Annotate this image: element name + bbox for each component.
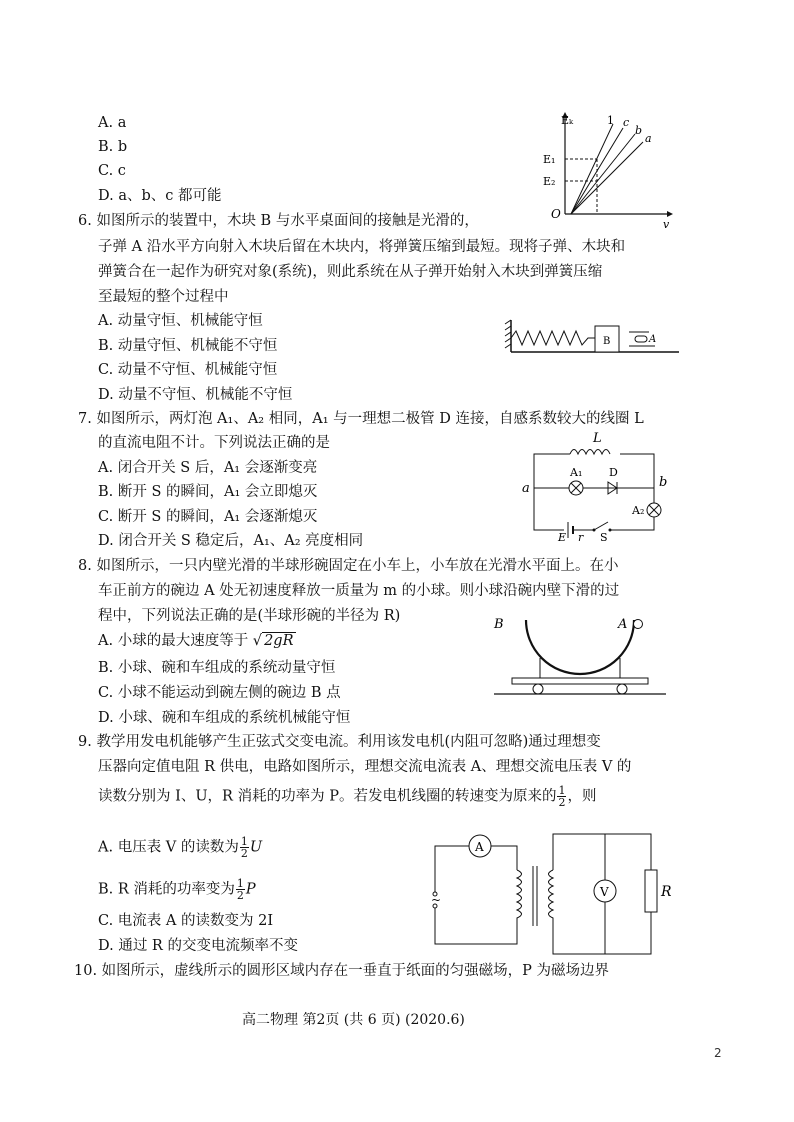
page-footer: 高二物理 第2页 (共 6 页) (2020.6) — [242, 1012, 465, 1028]
q8-option-c: C. 小球不能运动到碗左侧的碗边 B 点 — [98, 685, 341, 701]
e1-label: E₁ — [543, 153, 556, 166]
q8-stem-line-3: 程中，下列说法正确的是(半球形碗的半径为 R) — [98, 608, 401, 624]
switch-s-label: S — [600, 531, 608, 544]
line-1-label: 1 — [607, 114, 614, 127]
resistance-r-label: r — [578, 531, 584, 544]
ammeter-label: A — [475, 840, 484, 854]
q7-circuit-figure — [520, 430, 670, 542]
q9-option-c: C. 电流表 A 的读数变为 2I — [98, 913, 274, 929]
q8-option-a: A. 小球的最大速度等于 √ 2gR — [98, 633, 294, 649]
e2-label: E₂ — [543, 175, 556, 188]
q6-option-b: B. 动量守恒、机械能不守恒 — [98, 338, 278, 354]
q9-option-d: D. 通过 R 的交变电流频率不变 — [98, 938, 298, 954]
q6-stem-line-4: 至最短的整个过程中 — [98, 289, 229, 305]
q7-option-b: B. 断开 S 的瞬间，A₁ 会立即熄灭 — [98, 484, 318, 500]
bullet-a-label: A — [649, 334, 657, 345]
q8-stem-line-2: 车正前方的碗边 A 处无初速度释放一质量为 m 的小球。则小球沿碗内壁下滑的过 — [98, 583, 620, 599]
q5-option-d: D. a、b、c 都可能 — [98, 188, 222, 204]
q8-option-b: B. 小球、碗和车组成的系统动量守恒 — [98, 660, 336, 676]
lamp-a2-label: A₂ — [632, 504, 645, 517]
q8-stem-line-1: 8. 如图所示，一只内壁光滑的半球形碗固定在小车上，小车放在光滑水平面上。在小 — [78, 558, 619, 574]
q9-stem-line-3: 读数分别为 I、U，R 消耗的功率为 P。若发电机线圈的转速变为原来的 $\frac{1}{2}$ ，则 — [98, 784, 597, 809]
voltmeter-label: V — [600, 885, 609, 899]
q6-option-d: D. 动量不守恒、机械能不守恒 — [98, 387, 293, 403]
diode-d-label: D — [609, 466, 618, 479]
origin-label: O — [551, 207, 561, 221]
q6-option-a: A. 动量守恒、机械能守恒 — [98, 313, 263, 329]
q5-ek-v-graph — [535, 110, 675, 231]
ac-source-symbol: ~ — [431, 893, 442, 907]
q8-bowl-cart-figure — [490, 606, 670, 702]
q9-option-b: B. R 消耗的功率变为 $\frac{1}{2}$ P — [98, 877, 256, 902]
q6-option-c: C. 动量不守恒、机械能守恒 — [98, 362, 278, 378]
rim-b-label: B — [494, 617, 504, 632]
q6-spring-block-figure — [503, 316, 683, 360]
emf-e-label: E — [558, 531, 567, 544]
line-b-label: b — [635, 124, 643, 137]
block-b-label: B — [603, 336, 611, 347]
q9-option-a: A. 电压表 V 的读数为 $\frac{1}{2}$ U — [98, 835, 263, 860]
node-a-label: a — [522, 481, 530, 496]
q5-option-b: B. b — [98, 139, 128, 155]
node-b-label: b — [659, 475, 668, 490]
q6-stem-line-3: 弹簧合在一起作为研究对象(系统)，则此系统在从子弹开始射入木块到弹簧压缩 — [98, 264, 603, 280]
v-axis-label: v — [663, 218, 670, 231]
q9-stem-line-2: 压器向定值电阻 R 供电，电路如图所示，理想交流电流表 A、理想交流电压表 V 的 — [98, 759, 632, 775]
rim-a-label: A — [618, 617, 628, 632]
q5-option-a: A. a — [98, 115, 127, 131]
q7-stem-line-2: 的直流电阻不计。下列说法正确的是 — [98, 435, 330, 451]
q9-transformer-circuit — [425, 826, 680, 968]
q7-stem-line-1: 7. 如图所示，两灯泡 A₁、A₂ 相同，A₁ 与一理想二极管 D 连接，自感系数较大的线圈 L — [78, 411, 644, 427]
page-number: 2 — [714, 1046, 722, 1060]
q10-stem-line-1: 10. 如图所示，虚线所示的圆形区域内存在一垂直于纸面的匀强磁场，P 为磁场边界 — [74, 963, 610, 979]
q6-stem-line-2: 子弹 A 沿水平方向射入木块后留在木块内，将弹簧压缩到最短。现将子弹、木块和 — [98, 239, 626, 255]
coil-l-label: L — [593, 431, 602, 446]
line-a-label: a — [645, 132, 652, 145]
q7-option-a: A. 闭合开关 S 后，A₁ 会逐渐变亮 — [98, 460, 318, 476]
q7-option-d: D. 闭合开关 S 稳定后，A₁、A₂ 亮度相同 — [98, 533, 364, 549]
resistor-r-label: R — [661, 884, 672, 900]
q5-option-c: C. c — [98, 163, 126, 179]
line-c-label: c — [623, 116, 630, 129]
q9-stem-line-1: 9. 教学用发电机能够产生正弦式交变电流。利用该发电机(内阻可忽略)通过理想变 — [78, 734, 601, 750]
q6-stem-line-1: 6. 如图所示的装置中，木块 B 与水平桌面间的接触是光滑的， — [78, 213, 479, 229]
lamp-a1-label: A₁ — [570, 466, 583, 479]
q8-option-d: D. 小球、碗和车组成的系统机械能守恒 — [98, 710, 351, 726]
q7-option-c: C. 断开 S 的瞬间，A₁ 会逐渐熄灭 — [98, 509, 318, 525]
ek-axis-label: Eₖ — [561, 114, 574, 127]
